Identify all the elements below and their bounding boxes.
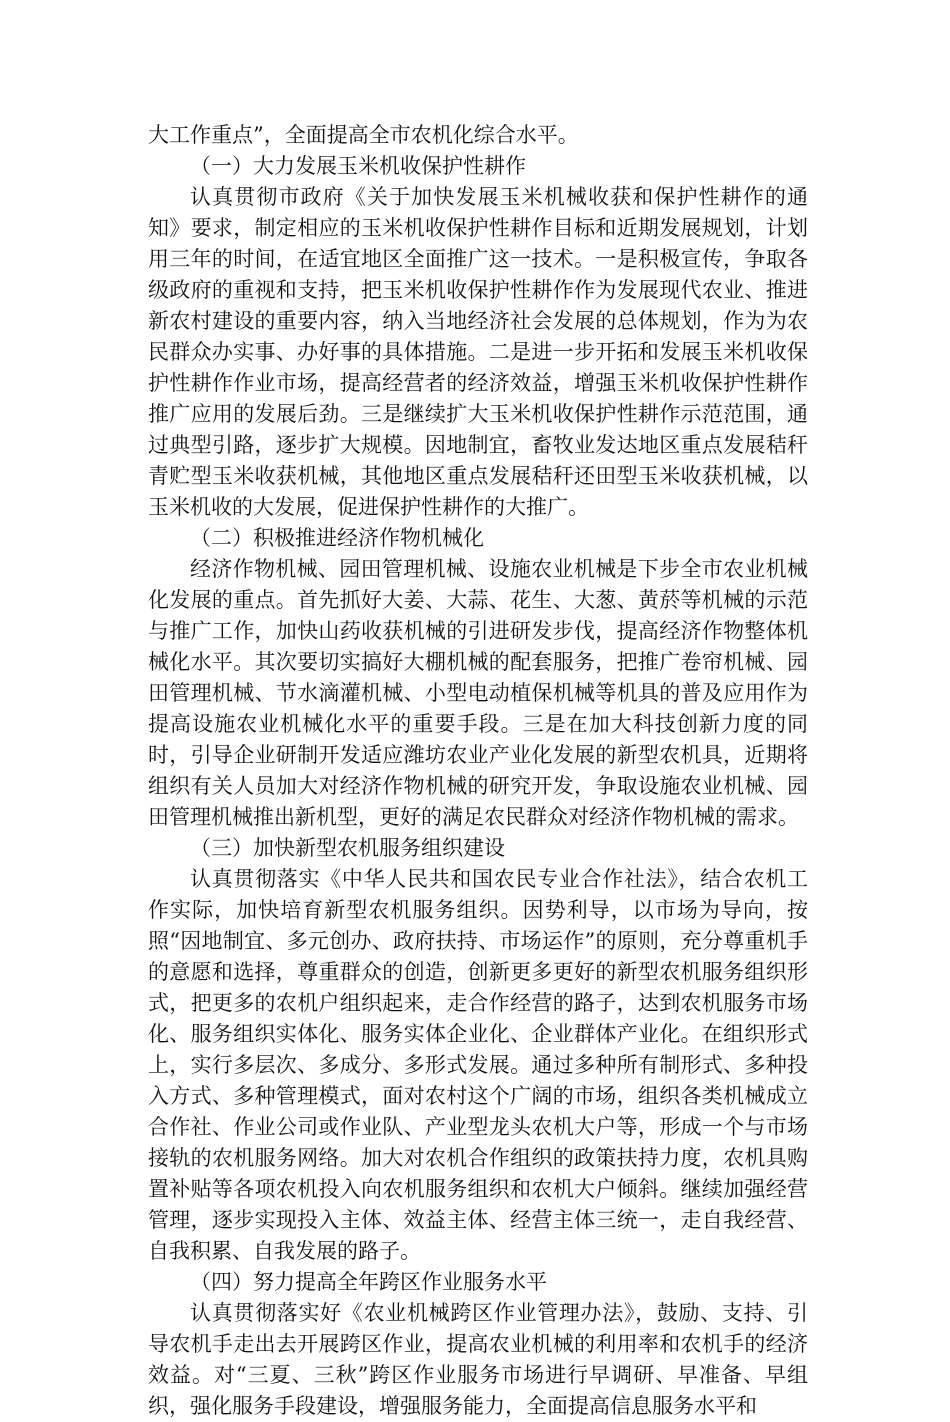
section-body-2: 经济作物机械、园田管理机械、设施农业机械是下步全市农业机械化发展的重点。首先抓好大姜、大蒜、花生、大葱、黄菸等机械的示范与推广工作，加快山药收获机械的引进研发步伐，提高经济作物整体机械化水平。其次要切实搞好大棚机械的配套服务，把推广卷帘机械、园田管理机械、节水滴灌机械、小型电动植保机械等机具的普及应用作为提高设施农业机械化水平的重要手段。三是在加大科技创新力度的同时，引导企业研制开发适应潍坊农业产业化发展的新型农机具，近期将组织有关人员加大对经济作物机械的研究开发，争取设施农业机械、园田管理机械推出新机型，更好的满足农民群众对经济作物机械的需求。 [148,557,808,829]
section-heading-3: （三）加快新型农机服务组织建设 [190,836,505,860]
section-body-1: 认真贯彻市政府《关于加快发展玉米机械收获和保护性耕作的通知》要求，制定相应的玉米机收保护性耕作目标和近期发展规划，计划用三年的时间，在适宜地区全面推广这一技术。一是积极宣传，争取各级政府的重视和支持，把玉米机收保护性耕作作为发展现代农业、推进新农村建设的重要内容，纳入当地经济社会发展的总体规划，作为为农民群众办实事、办好事的具体措施。二是进一步开拓和发展玉米机收保护性耕作作业市场，提高经营者的经济效益，增强玉米机收保护性耕作推广应用的发展后劲。三是继续扩大玉米机收保护性耕作示范范围，通过典型引路，逐步扩大规模。因地制宜，畜牧业发达地区重点发展秸秆青贮型玉米收获机械，其他地区重点发展秸秆还田型玉米收获机械，以玉米机收的大发展，促进保护性耕作的大推广。 [148,185,808,519]
section-heading-1: （一）大力发展玉米机收保护性耕作 [190,154,526,178]
section-body-4: 认真贯彻落实好《农业机械跨区作业管理办法》，鼓励、支持、引导农机手走出去开展跨区作业，提高农业机械的利用率和农机手的经济效益。对“三夏、三秋”跨区作业服务市场进行早调研、早准备、早组织，强化服务手段建设，增强服务能力，全面提高信息服务水平和 [148,1301,808,1418]
section-body-3: 认真贯彻落实《中华人民共和国农民专业合作社法》，结合农机工作实际，加快培育新型农机服务组织。因势利导，以市场为导向，按照“因地制宜、多元创办、政府扶持、市场运作”的原则，充分尊重机手的意愿和选择，尊重群众的创造，创新更多更好的新型农机服务组织形式，把更多的农机户组织起来，走合作经营的路子，达到农机服务市场化、服务组织实体化、服务实体企业化、企业群体产业化。在组织形式上，实行多层次、多成分、多形式发展。通过多种所有制形式、多种投入方式、多种管理模式，面对农村这个广阔的市场，组织各类机械成立合作社、作业公司或作业队、产业型龙头农机大户等，形成一个与市场接轨的农机服务网络。加大对农机合作组织的政策扶持力度，农机具购置补贴等各项农机投入向农机服务组织和农机大户倾斜。继续加强经营管理，逐步实现投入主体、效益主体、经营主体三统一，走自我经营、自我积累、自我发展的路子。 [148,867,808,1263]
section-heading-4: （四）努力提高全年跨区作业服务水平 [190,1270,547,1294]
document-page [148,120,808,1422]
section-heading-2: （二）积极推进经济作物机械化 [190,526,484,550]
continuation-paragraph: 大工作重点”，全面提高全市农机化综合水平。 [148,123,579,147]
